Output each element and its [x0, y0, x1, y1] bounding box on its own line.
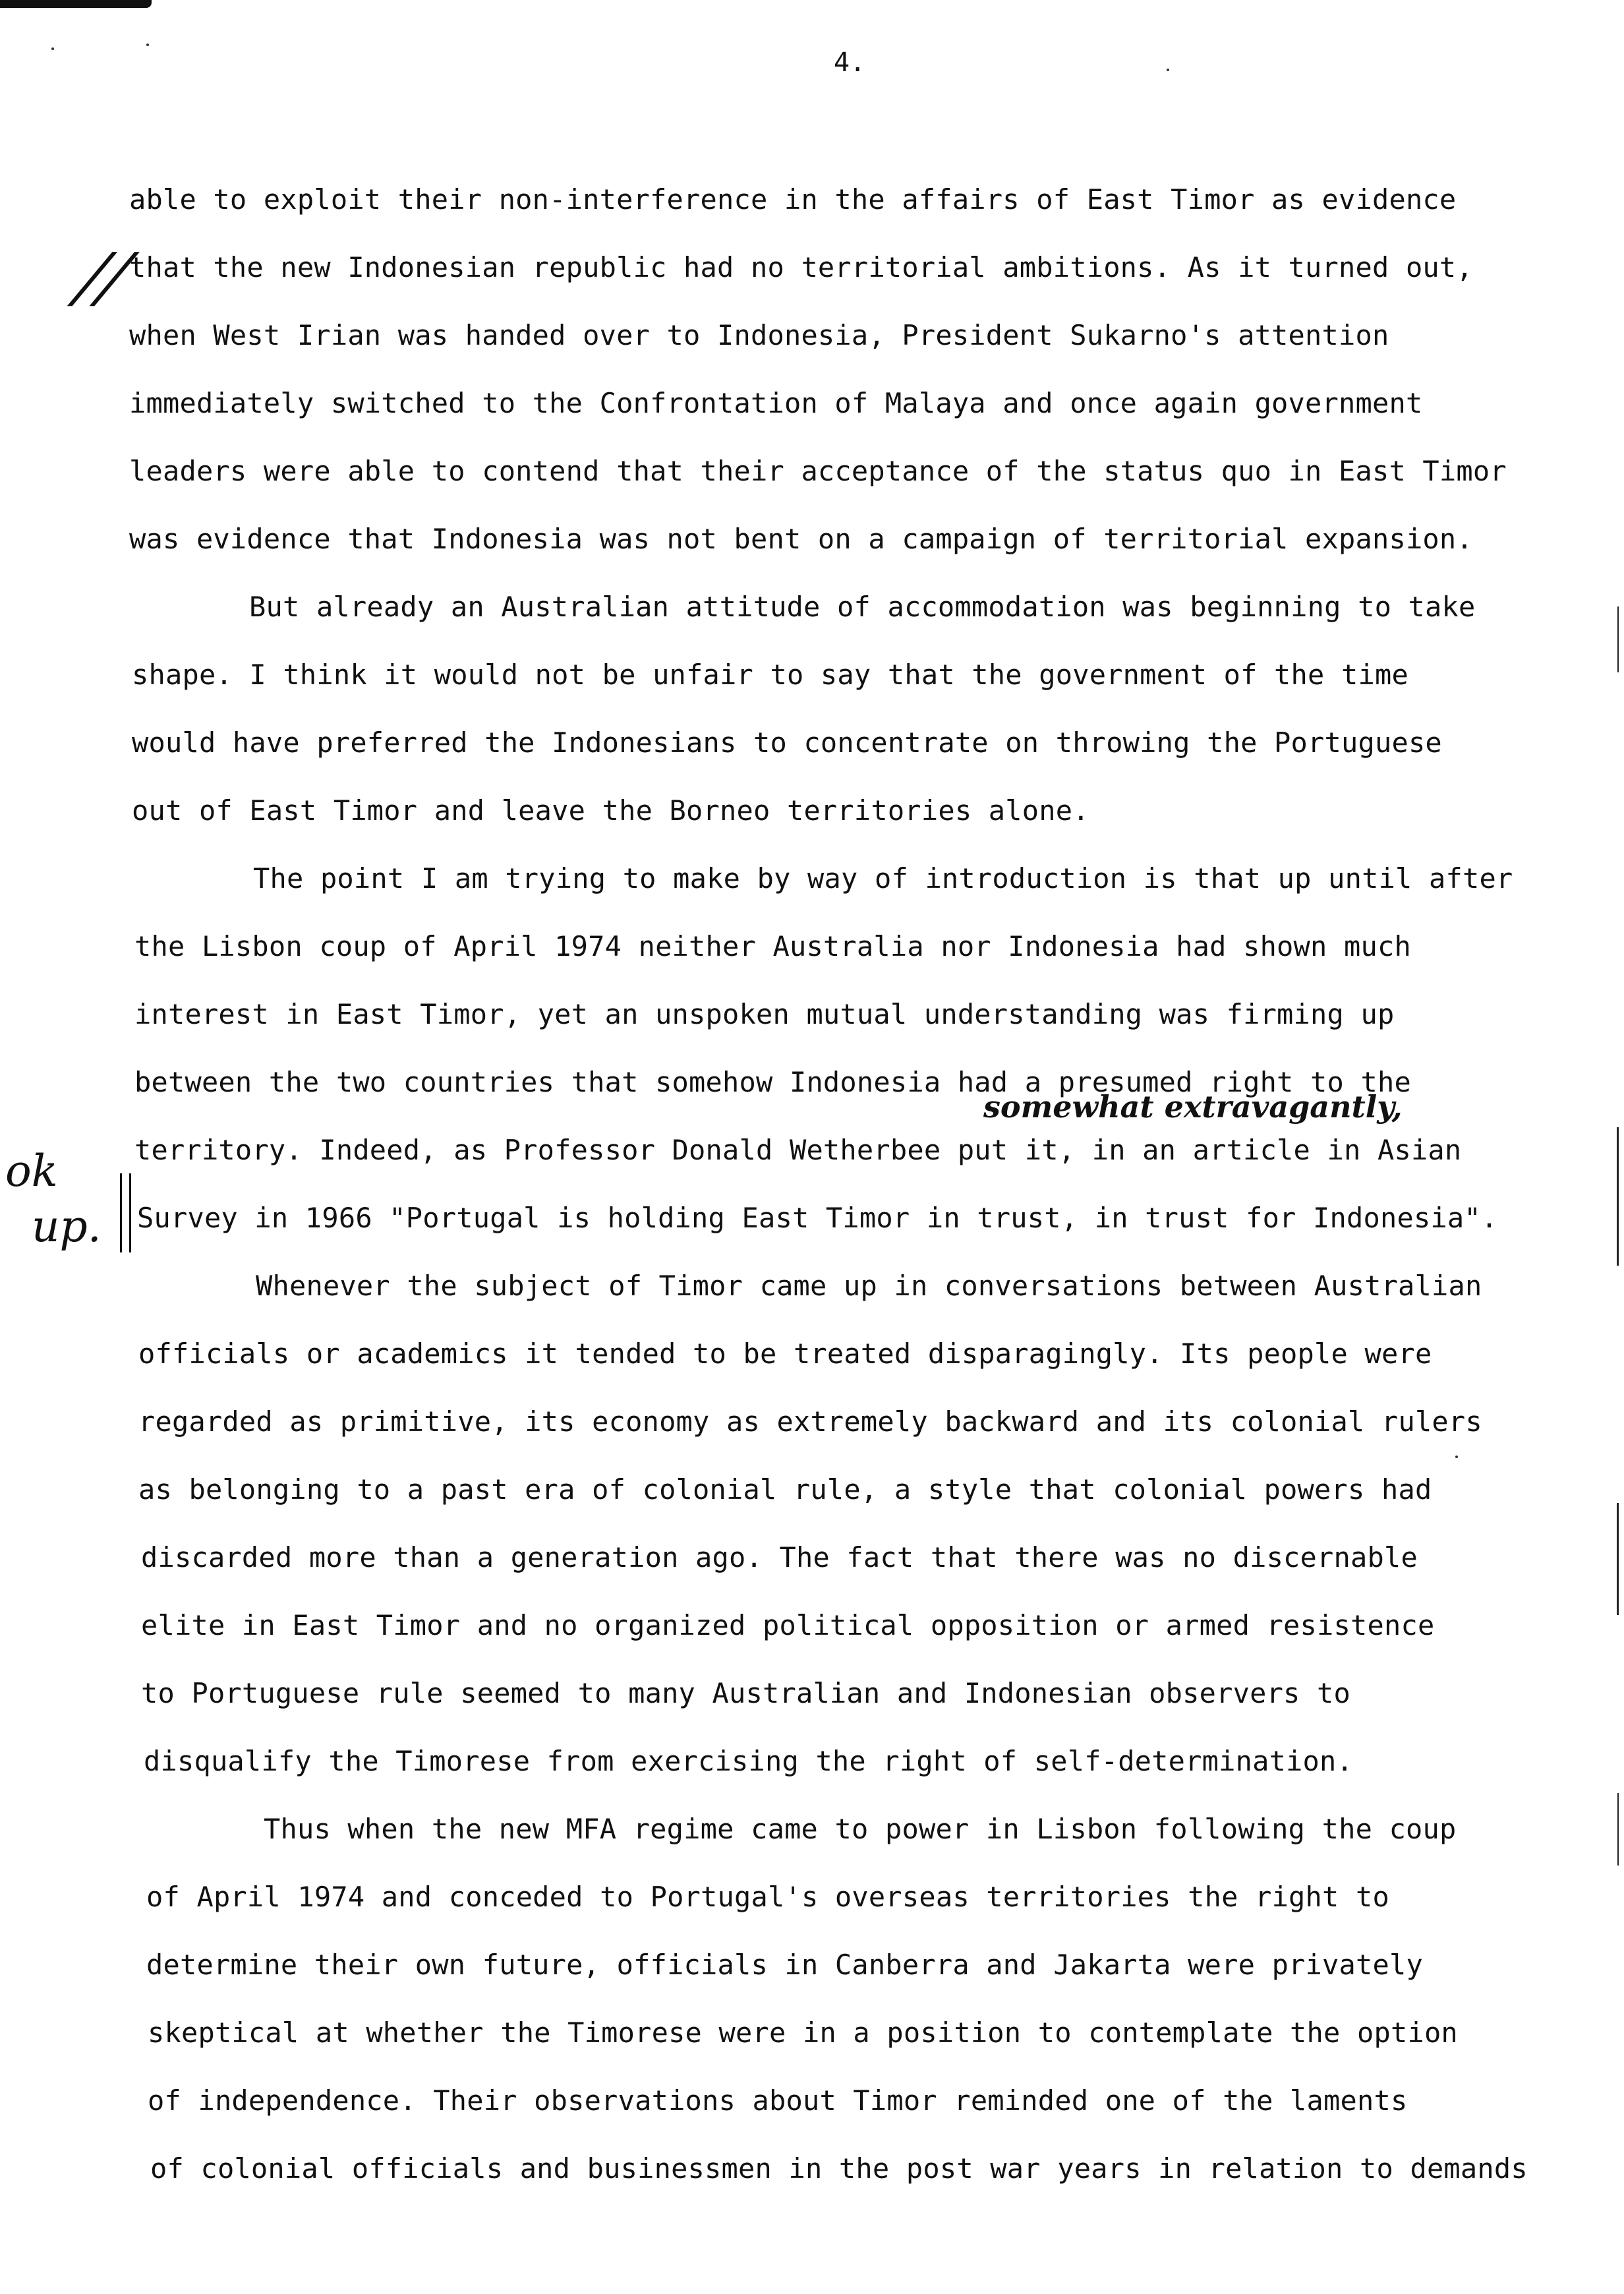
page-number: 4. — [834, 47, 866, 78]
scan-edge-line — [1617, 1503, 1619, 1615]
scan-speck — [1167, 69, 1169, 71]
body-line: between the two countries that somehow Indonesia had a presumed right to the — [134, 1066, 1411, 1098]
body-line: when West Irian was handed over to Indonesia, President Sukarno's attention — [129, 319, 1389, 351]
body-line: territory. Indeed, as Professor Donald Wetherbee put it, in an article in Asian — [134, 1134, 1462, 1166]
body-line: leaders were able to contend that their acceptance of the status quo in East Timor — [129, 455, 1507, 487]
margin-bar-right — [129, 1173, 131, 1252]
scan-speck — [1455, 1456, 1458, 1458]
body-line: elite in East Timor and no organized political opposition or armed resistence — [141, 1609, 1435, 1641]
body-line: determine their own future, officials in Canberra and Jakarta were privately — [146, 1949, 1423, 1981]
body-line: to Portuguese rule seemed to many Australian and Indonesian observers to — [141, 1677, 1351, 1709]
body-line: But already an Australian attitude of accommodation was beginning to take — [249, 591, 1476, 623]
margin-bar-left — [120, 1173, 122, 1252]
margin-note-line2: up. — [32, 1201, 102, 1252]
body-line: as belonging to a past era of colonial rule, a style that colonial powers had — [138, 1473, 1432, 1506]
body-line: shape. I think it would not be unfair to say that the government of the time — [132, 659, 1408, 691]
body-line: that the new Indonesian republic had no territorial ambitions. As it turned out, — [129, 251, 1473, 283]
body-line: of April 1974 and conceded to Portugal's overseas territories the right to — [146, 1881, 1389, 1913]
body-line: The point I am trying to make by way of introduction is that up until after — [253, 862, 1513, 895]
scan-edge-line — [1617, 1793, 1619, 1866]
scan-edge-line — [1617, 1127, 1619, 1266]
margin-note-line1: ok — [5, 1146, 58, 1196]
body-line: immediately switched to the Confrontation of Malaya and once again government — [129, 387, 1423, 419]
handwritten-insertion: somewhat extravagantly, — [983, 1089, 1403, 1125]
margin-double-slash: // — [69, 239, 139, 316]
body-line: of independence. Their observations about Timor reminded one of the laments — [148, 2084, 1408, 2117]
body-line: Thus when the new MFA regime came to power in Lisbon following the coup — [264, 1813, 1457, 1845]
body-line: Survey in 1966 "Portugal is holding East Timor in trust, in trust for Indonesia". — [137, 1202, 1498, 1234]
body-line: out of East Timor and leave the Borneo territories alone. — [132, 794, 1089, 827]
body-line: disqualify the Timorese from exercising the right of self-determination. — [144, 1745, 1354, 1777]
scan-edge-mark — [0, 0, 152, 8]
body-line: interest in East Timor, yet an unspoken mutual understanding was firming up — [134, 998, 1395, 1030]
scan-speck — [146, 44, 149, 46]
body-line: would have preferred the Indonesians to concentrate on throwing the Portuguese — [132, 726, 1442, 759]
body-line: of colonial officials and businessmen in the post war years in relation to demands — [150, 2152, 1528, 2185]
body-line: discarded more than a generation ago. The fact that there was no discernable — [141, 1541, 1418, 1573]
body-line: able to exploit their non-interference in the affairs of East Timor as evidence — [129, 183, 1457, 216]
body-line: regarded as primitive, its economy as extremely backward and its colonial rulers — [138, 1405, 1482, 1438]
body-line: the Lisbon coup of April 1974 neither Australia nor Indonesia had shown much — [134, 930, 1411, 962]
body-line: skeptical at whether the Timorese were in a position to contemplate the option — [148, 2016, 1458, 2049]
scan-edge-line — [1617, 606, 1619, 672]
scan-speck — [51, 47, 54, 50]
body-line: was evidence that Indonesia was not bent on a campaign of territorial expansion. — [129, 523, 1473, 555]
body-line: officials or academics it tended to be treated disparagingly. Its people were — [138, 1338, 1432, 1370]
body-line: Whenever the subject of Timor came up in conversations between Australian — [256, 1270, 1482, 1302]
